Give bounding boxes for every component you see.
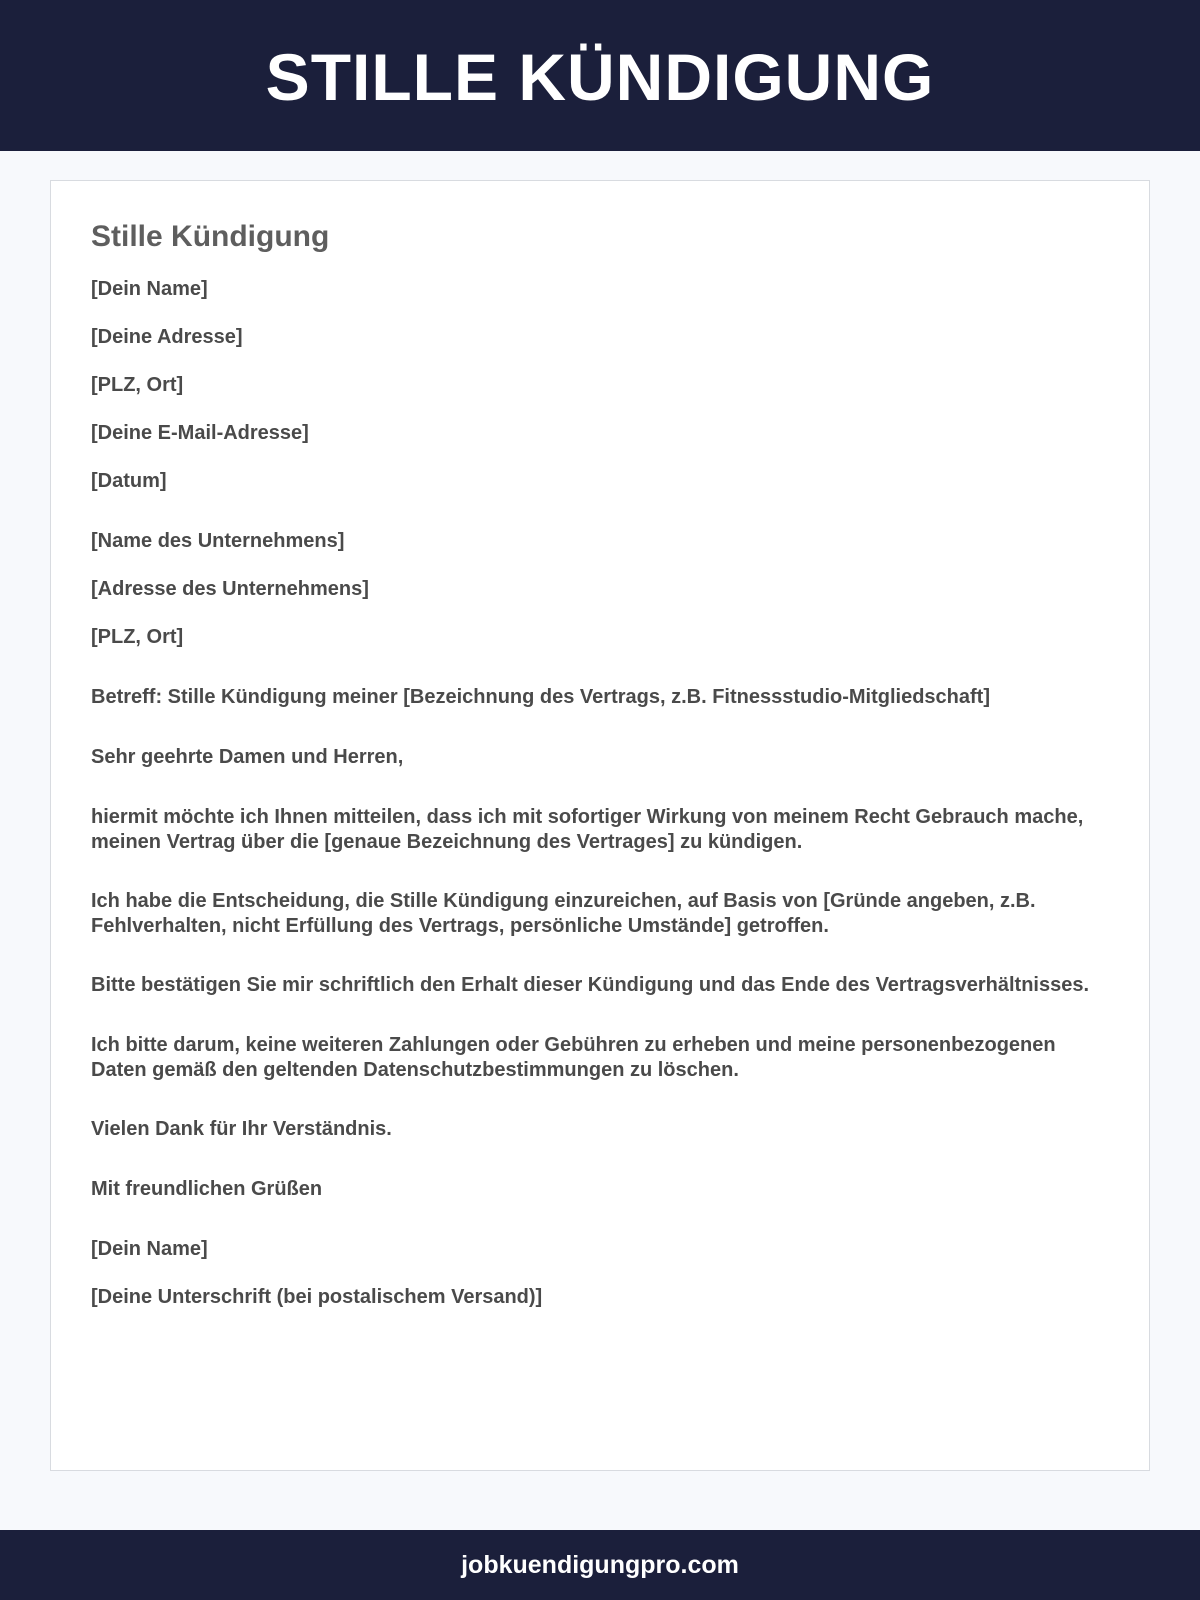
body-paragraph: Bitte bestätigen Sie mir schriftlich den Erhalt dieser Kündigung und das Ende des Vertragsverhältnisses. [91, 974, 1090, 996]
footer-site-link[interactable]: jobkuendigungpro.com [461, 1550, 739, 1579]
recipient-name: [Name des Unternehmens] [91, 530, 345, 552]
body-paragraph: Vielen Dank für Ihr Verständnis. [91, 1118, 392, 1140]
recipient-address: [Adresse des Unternehmens] [91, 578, 369, 600]
sender-email: [Deine E-Mail-Adresse] [91, 422, 309, 444]
body-paragraph: Ich habe die Entscheidung, die Stille Kündigung einzureichen, auf Basis von [Gründe angeben, z.B. Fehlverhalten, nicht Erfüllung des Vertrags, persönliche Umstände] getroffen. [91, 890, 1036, 937]
letter-card [50, 180, 1150, 1471]
sender-address: [Deine Adresse] [91, 326, 243, 348]
letter-title: Stille Kündigung [91, 220, 330, 253]
sender-name: [Dein Name] [91, 278, 208, 300]
page-header [0, 0, 1200, 151]
body-paragraph: Ich bitte darum, keine weiteren Zahlungen oder Gebühren zu erheben und meine personenbezogenen Daten gemäß den geltenden Datenschutzbestimmungen zu löschen. [91, 1034, 1056, 1081]
salutation: Sehr geehrte Damen und Herren, [91, 746, 404, 768]
page-title: STILLE KÜNDIGUNG [265, 39, 935, 114]
closing: Mit freundlichen Grüßen [91, 1178, 323, 1200]
recipient-city: [PLZ, Ort] [91, 626, 184, 648]
letter-date: [Datum] [91, 470, 167, 492]
subject-line: Betreff: Stille Kündigung meiner [Bezeichnung des Vertrags, z.B. Fitnessstudio-Mitgliedschaft] [91, 686, 990, 708]
signature-name: [Dein Name] [91, 1238, 208, 1260]
body-paragraph: hiermit möchte ich Ihnen mitteilen, dass ich mit sofortiger Wirkung von meinem Recht Gebrauch mache, meinen Vertrag über die [genaue Bezeichnung des Vertrages] zu kündigen. [91, 806, 1084, 853]
signature-note: [Deine Unterschrift (bei postalischem Versand)] [91, 1286, 543, 1308]
page-footer [0, 1530, 1200, 1600]
sender-city: [PLZ, Ort] [91, 374, 184, 396]
